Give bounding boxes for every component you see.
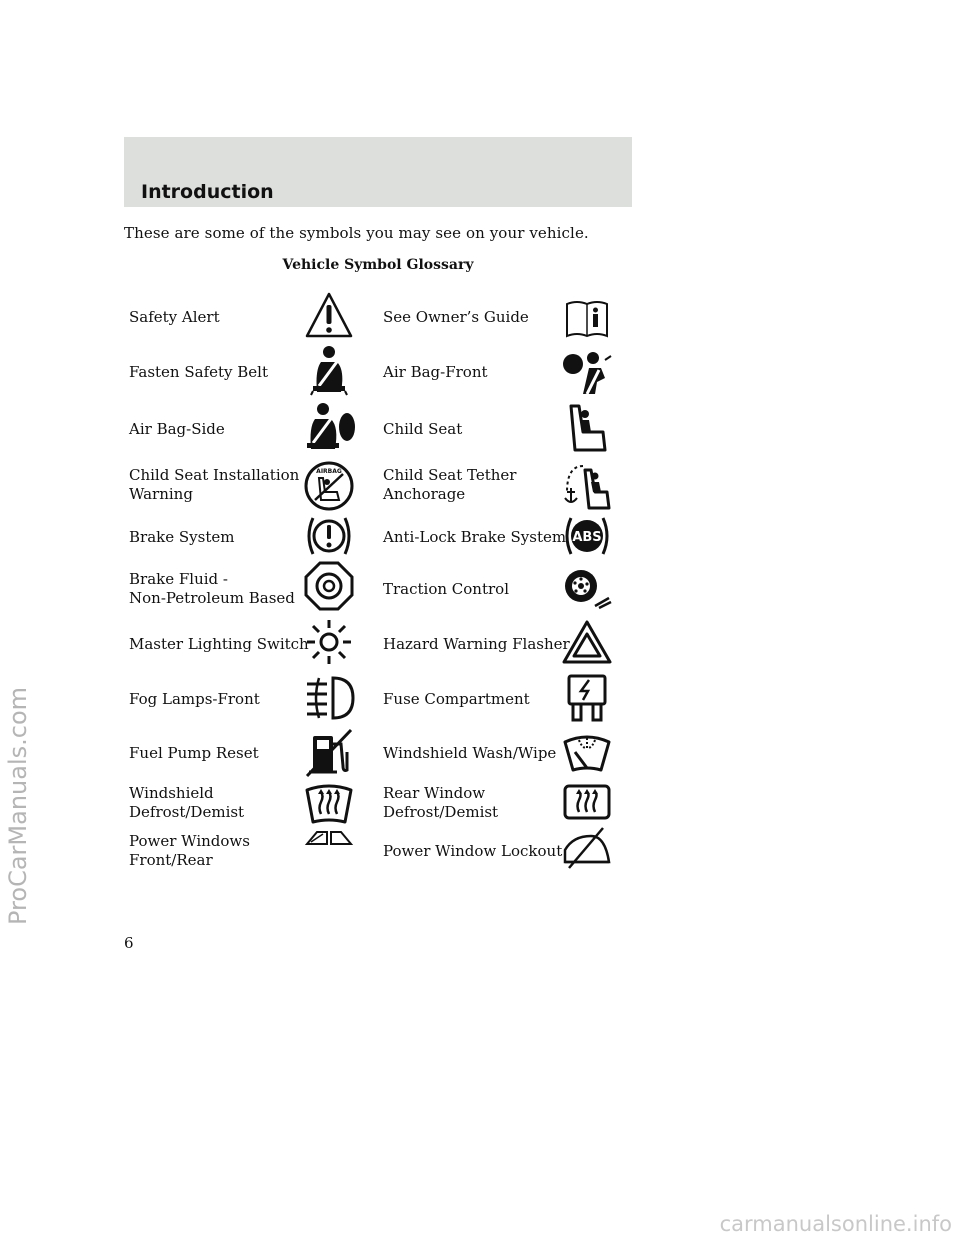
label-airbag-front: Air Bag-Front [383, 363, 488, 381]
child-seat-icon [561, 402, 613, 454]
label-child-seat: Child Seat [383, 420, 463, 438]
bottom-watermark: carmanualsonline.info [719, 1212, 952, 1236]
label-hazard: Hazard Warning Flasher [383, 635, 570, 653]
intro-text: These are some of the symbols you may see on your vehicle. [124, 224, 589, 242]
hazard-icon [561, 618, 613, 670]
traction-control-icon [561, 562, 613, 614]
label-rear-defrost: Rear Window Defrost/Demist [383, 784, 499, 821]
label-safety-alert: Safety Alert [129, 308, 220, 326]
header-band [124, 137, 632, 207]
side-watermark: ProCarManuals.com [4, 686, 32, 925]
label-front-defrost: Windshield Defrost/Demist [129, 784, 245, 821]
page-number: 6 [124, 934, 134, 952]
label-brake-system: Brake System [129, 528, 235, 546]
label-fuse: Fuse Compartment [383, 690, 530, 708]
airbag-side-icon [303, 401, 355, 453]
fuse-icon [561, 672, 613, 724]
child-seat-tether-icon [561, 462, 613, 514]
wiper-icon [561, 728, 613, 780]
owners-guide-icon [561, 292, 613, 344]
rear-defrost-icon [561, 778, 613, 830]
label-power-windows: Power Windows Front/Rear [129, 832, 250, 869]
label-fuel-pump: Fuel Pump Reset [129, 744, 259, 762]
label-abs: Anti-Lock Brake System [383, 528, 567, 546]
label-owners-guide: See Owner’s Guide [383, 308, 529, 326]
airbag-front-icon [561, 346, 613, 398]
label-seatbelt: Fasten Safety Belt [129, 363, 269, 381]
window-lockout-icon [561, 824, 613, 876]
brake-system-icon [303, 510, 355, 562]
label-traction-control: Traction Control [383, 580, 509, 598]
child-seat-warning-icon [303, 460, 355, 512]
power-windows-icon [303, 818, 355, 870]
abs-icon [561, 510, 613, 562]
label-brake-fluid: Brake Fluid - Non-Petroleum Based [129, 570, 295, 607]
brake-fluid-icon [303, 560, 355, 612]
label-lighting-switch: Master Lighting Switch [129, 635, 309, 653]
label-wiper: Windshield Wash/Wipe [383, 744, 557, 762]
label-airbag-side: Air Bag-Side [129, 420, 225, 438]
fuel-pump-icon [303, 726, 355, 778]
fog-lamp-icon [303, 672, 355, 724]
abs-text: ABS [572, 530, 602, 545]
label-child-seat-tether: Child Seat Tether Anchorage [383, 466, 517, 503]
glossary-title: Vehicle Symbol Glossary [282, 257, 474, 273]
lighting-switch-icon [303, 616, 355, 668]
label-child-seat-warning: Child Seat Installation Warning [129, 466, 300, 503]
safety-alert-icon [303, 290, 355, 342]
page-title: Introduction [141, 181, 274, 203]
seatbelt-icon [303, 344, 355, 396]
airbag-text: AIRBAG [316, 468, 342, 475]
label-window-lockout: Power Window Lockout [383, 842, 563, 860]
label-fog-lamp: Fog Lamps-Front [129, 690, 260, 708]
